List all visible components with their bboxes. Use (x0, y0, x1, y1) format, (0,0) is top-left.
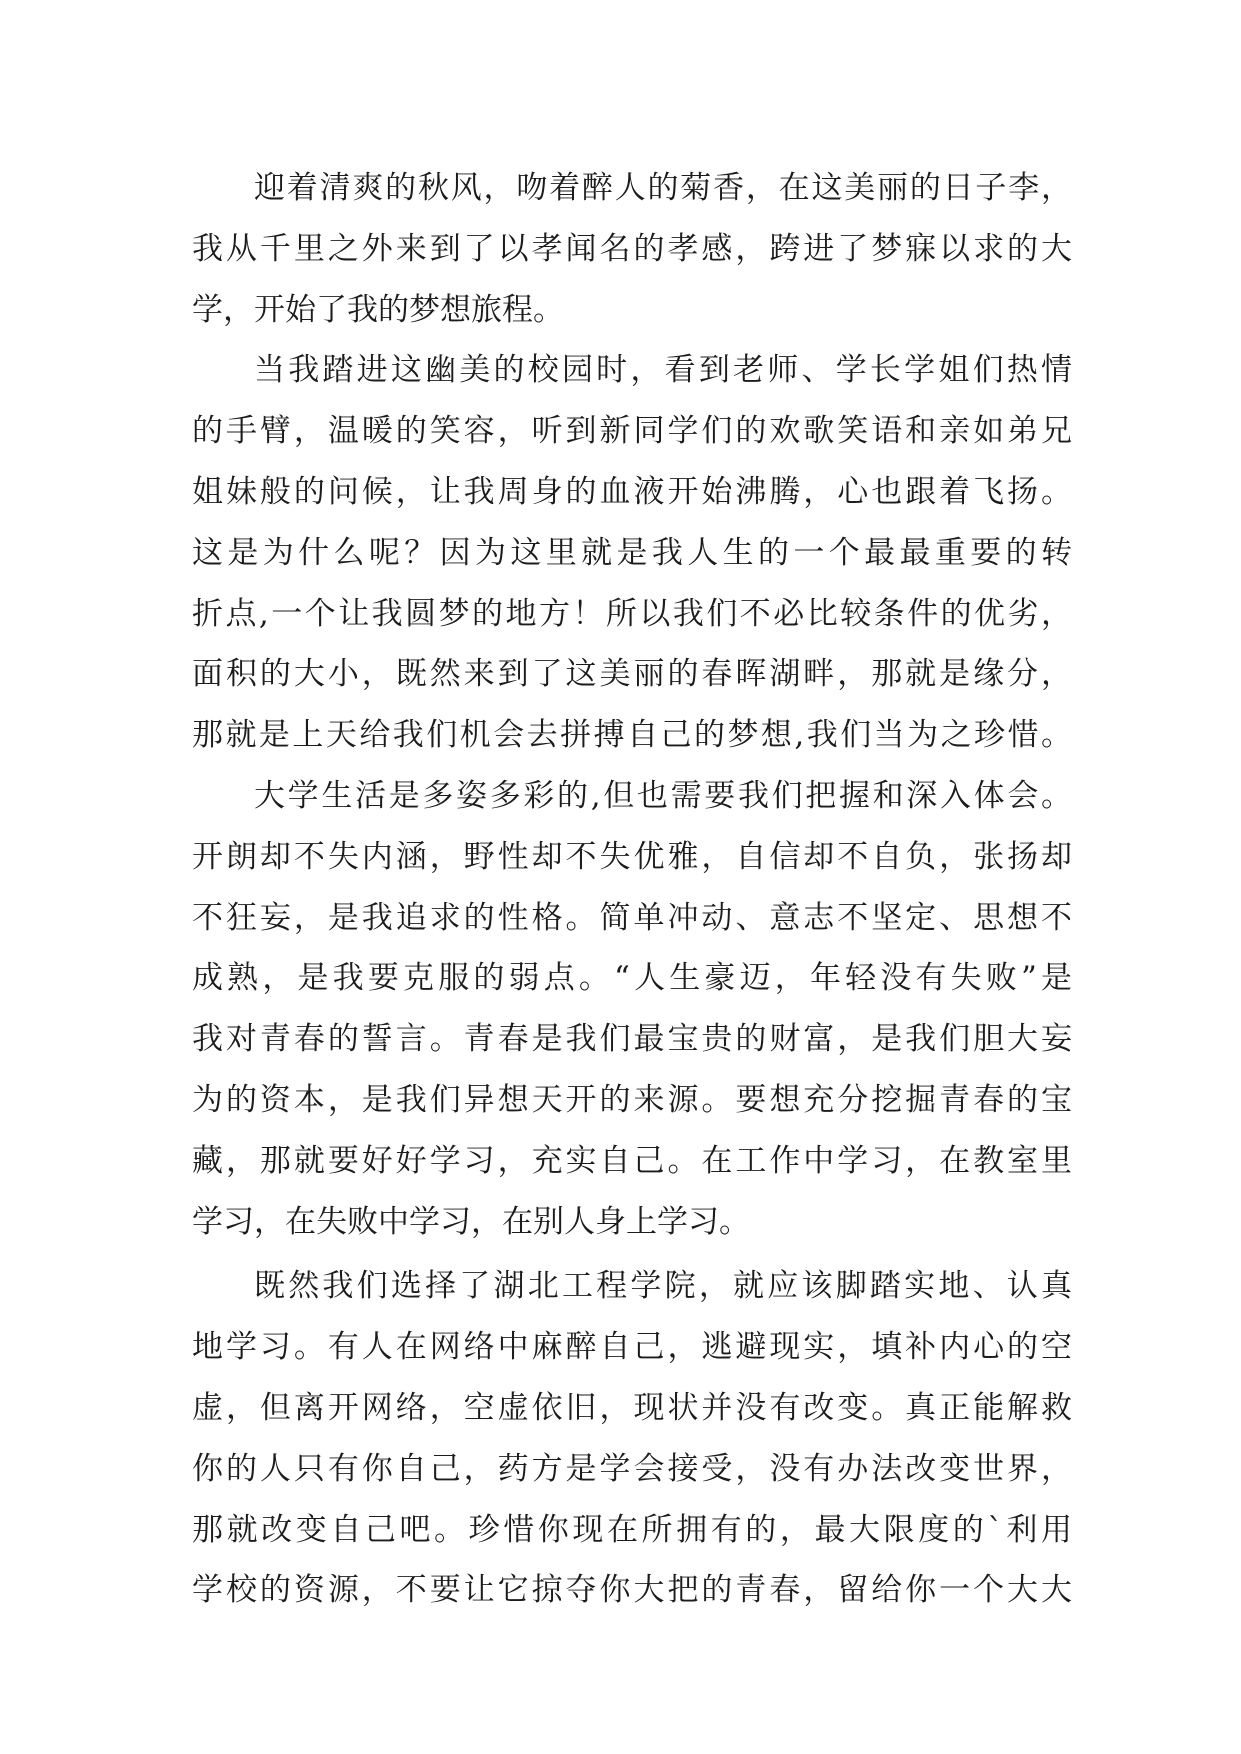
text-line: 这是为什么呢？因为这里就是我人生的一个最最重要的转 (192, 534, 1072, 571)
text-line: 虚，但离开网络，空虚依旧，现状并没有改变。真正能解救 (192, 1389, 1072, 1426)
text-line: 学习，在失败中学习，在别人身上学习。 (192, 1203, 750, 1240)
text-line: 面积的大小，既然来到了这美丽的春晖湖畔，那就是缘分， (192, 656, 1072, 693)
text-line: 折点,一个让我圆梦的地方！所以我们不必比较条件的优劣， (192, 595, 1072, 632)
text-line: 不狂妄，是我追求的性格。简单冲动、意志不坚定、思想不 (192, 899, 1072, 936)
text-line: 地学习。有人在网络中麻醉自己，逃避现实，填补内心的空 (192, 1329, 1072, 1366)
text-line: 为的资本，是我们异想天开的来源。要想充分挖掘青春的宝 (192, 1081, 1072, 1118)
paragraph (192, 158, 1072, 340)
text-line: 学校的资源，不要让它掠夺你大把的青春，留给你一个大大 (192, 1572, 1072, 1609)
text-line: 既然我们选择了湖北工程学院，就应该脚踏实地、认真 (254, 1268, 1072, 1305)
text-line: 大学生活是多姿多彩的,但也需要我们把握和深入体会。 (254, 777, 1072, 814)
text-line: 我对青春的誓言。青春是我们最宝贵的财富，是我们胆大妄 (192, 1021, 1072, 1058)
text-line: 藏，那就要好好学习，充实自己。在工作中学习，在教室里 (192, 1142, 1072, 1179)
paragraph (192, 1256, 1072, 1621)
text-line: 开朗却不失内涵，野性却不失优雅，自信却不自负，张扬却 (192, 838, 1072, 875)
text-line: 你的人只有你自己，药方是学会接受，没有办法改变世界， (192, 1450, 1072, 1487)
paragraph (192, 766, 1072, 1252)
text-line: 迎着清爽的秋风，吻着醉人的菊香，在这美丽的日子李， (254, 170, 1072, 206)
text-line: 的手臂，温暖的笑容，听到新同学们的欢歌笑语和亲如弟兄 (192, 413, 1072, 450)
text-line: 我从千里之外来到了以孝闻名的孝感，跨进了梦寐以求的大 (192, 230, 1072, 267)
text-line: 学，开始了我的梦想旅程。 (192, 291, 564, 328)
text-line: 当我踏进这幽美的校园时，看到老师、学长学姐们热情 (254, 352, 1072, 389)
text-line: 姐妹般的问候，让我周身的血液开始沸腾，心也跟着飞扬。 (192, 473, 1072, 510)
text-line: 那就改变自己吧。珍惜你现在所拥有的，最大限度的`利用 (192, 1511, 1072, 1548)
text-line: 成熟，是我要克服的弱点。“人生豪迈，年轻没有失败”是 (192, 960, 1072, 997)
text-line: 那就是上天给我们机会去拼搏自己的梦想,我们当为之珍惜。 (192, 717, 1072, 754)
paragraph (192, 340, 1072, 766)
document-body (192, 158, 1072, 1621)
